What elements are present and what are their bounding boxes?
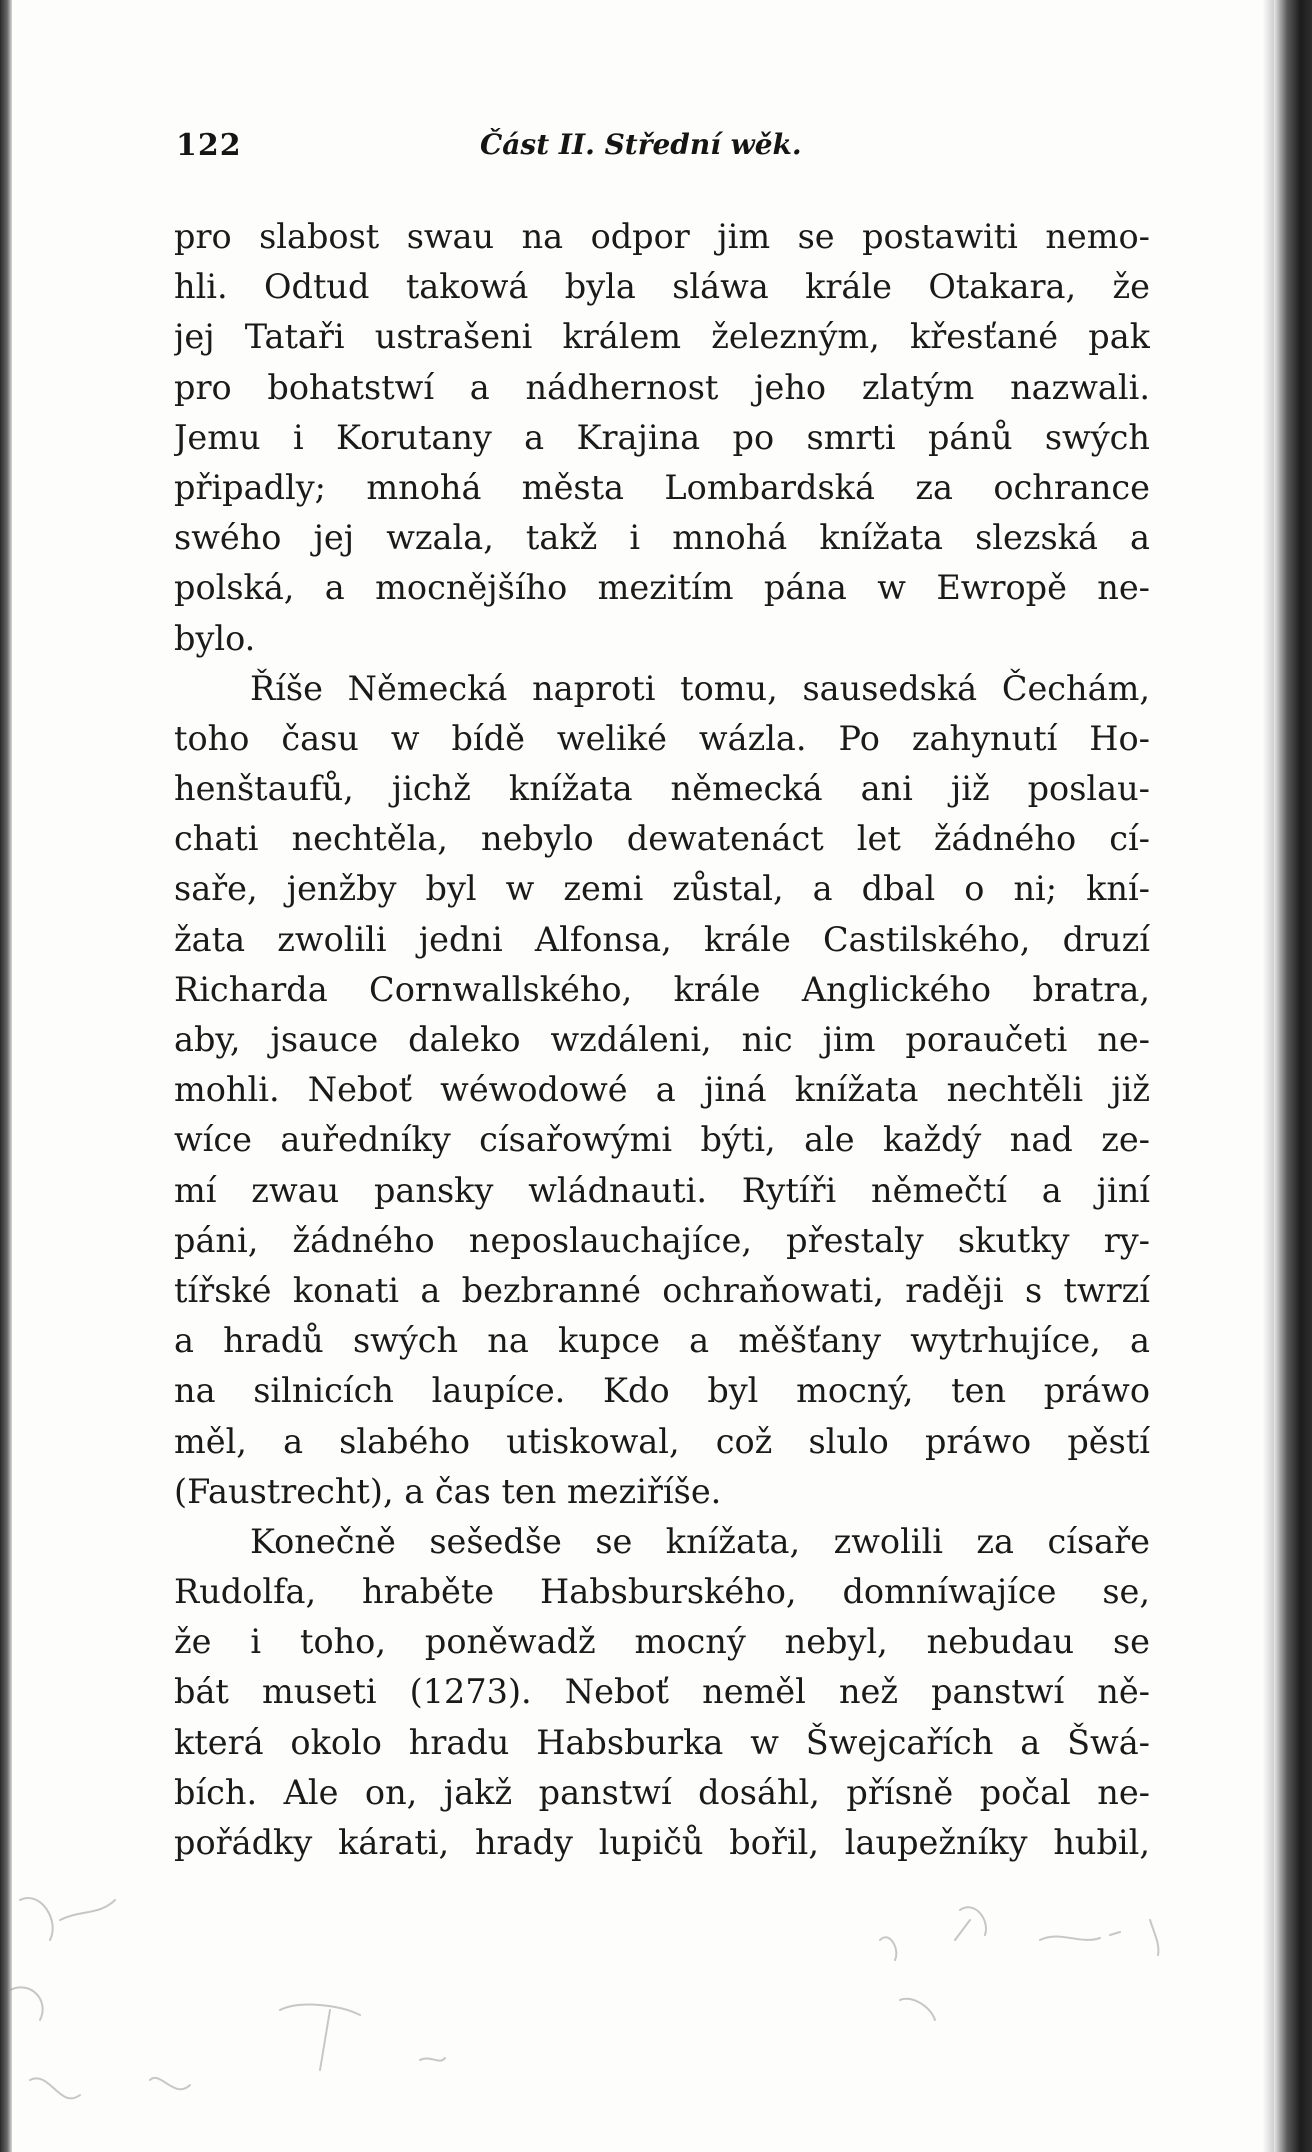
text-line: mí zwau pansky wládnauti. Rytíři němečtí a jiní <box>174 1170 1150 1210</box>
scan-edge-right <box>1274 0 1312 2152</box>
running-head: Část II. Střední wěk. <box>480 128 802 161</box>
text-line: pro slabost swau na odpor jim se postawiti nemo- <box>174 217 1150 256</box>
text-line: pro bohatstwí a nádhernost jeho zlatým nazwali. <box>174 367 1150 407</box>
text-line: toho času w bídě weliké wázla. Po zahynutí Ho- <box>174 718 1150 758</box>
text-line: že i toho, poněwadž mocný nebyl, nebudau se <box>174 1622 1150 1662</box>
text-line: hli. Odtud takowá byla sláwa krále Otakara, že <box>174 267 1150 307</box>
text-line: bích. Ale on, jakž panstwí dosáhl, přísně počal ne- <box>174 1772 1150 1812</box>
body-text <box>174 212 1150 1868</box>
text-line: (Faustrecht), a čas ten meziříše. <box>174 1471 722 1511</box>
handwritten-marks <box>0 1880 1312 2152</box>
text-line: měl, a slabého utiskowal, což slulo práwo pěstí <box>174 1421 1150 1461</box>
text-line: Jemu i Korutany a Krajina po smrti pánů swých <box>174 417 1150 457</box>
text-line: páni, žádného neposlauchajíce, přestaly skutky ry- <box>174 1220 1150 1260</box>
text-line: Rudolfa, hraběte Habsburského, domníwajíce se, <box>174 1572 1150 1612</box>
text-line: žata zwolili jedni Alfonsa, krále Castilského, druzí <box>174 919 1150 959</box>
text-line: henštaufů, jichž knížata německá ani již poslau- <box>174 769 1150 809</box>
text-line: aby, jsauce daleko wzdáleni, nic jim poraučeti ne- <box>174 1020 1150 1059</box>
text-line: tířské konati a bezbranné ochraňowati, raději s twrzí <box>174 1270 1150 1310</box>
text-line: která okolo hradu Habsburka w Šwejcařích a Šwá- <box>174 1722 1150 1762</box>
text-line: Richarda Cornwallského, krále Anglického bratra, <box>174 969 1150 1009</box>
scan-edge-right-shadow <box>1262 0 1274 2152</box>
text-line: bylo. <box>174 618 256 658</box>
text-line: jej Tataři ustrašeni králem železným, křesťané pak <box>174 317 1150 357</box>
text-line: wíce auředníky císařowými býti, ale každý nad ze- <box>174 1120 1150 1160</box>
text-line: swého jej wzala, takž i mnohá knížata slezská a <box>174 518 1150 558</box>
text-line: mohli. Neboť wéwodowé a jiná knížata nechtěli již <box>174 1070 1150 1110</box>
text-line: a hradů swých na kupce a měšťany wytrhujíce, a <box>174 1321 1150 1361</box>
text-line: Říše Německá naproti tomu, sausedská Čechám, <box>250 668 1150 708</box>
text-line: bát museti (1273). Neboť neměl než panstwí ně- <box>174 1672 1150 1712</box>
text-line: připadly; mnohá města Lombardská za ochrance <box>174 467 1150 507</box>
page-header <box>176 128 1152 172</box>
text-line: Konečně sešedše se knížata, zwolili za císaře <box>250 1521 1150 1561</box>
text-line: chati nechtěla, nebylo dewatenáct let žádného cí- <box>174 819 1150 859</box>
page-number: 122 <box>176 128 242 163</box>
text-line: polská, a mocnějšího mezitím pána w Ewropě ne- <box>174 568 1150 608</box>
text-line: saře, jenžby byl w zemi zůstal, a dbal o ni; kní- <box>174 869 1150 909</box>
text-line: pořádky kárati, hrady lupičů bořil, laupežníky hubil, <box>174 1823 1150 1862</box>
text-line: na silnicích laupíce. Kdo byl mocný, ten práwo <box>174 1371 1150 1411</box>
scan-edge-left <box>0 0 12 2152</box>
